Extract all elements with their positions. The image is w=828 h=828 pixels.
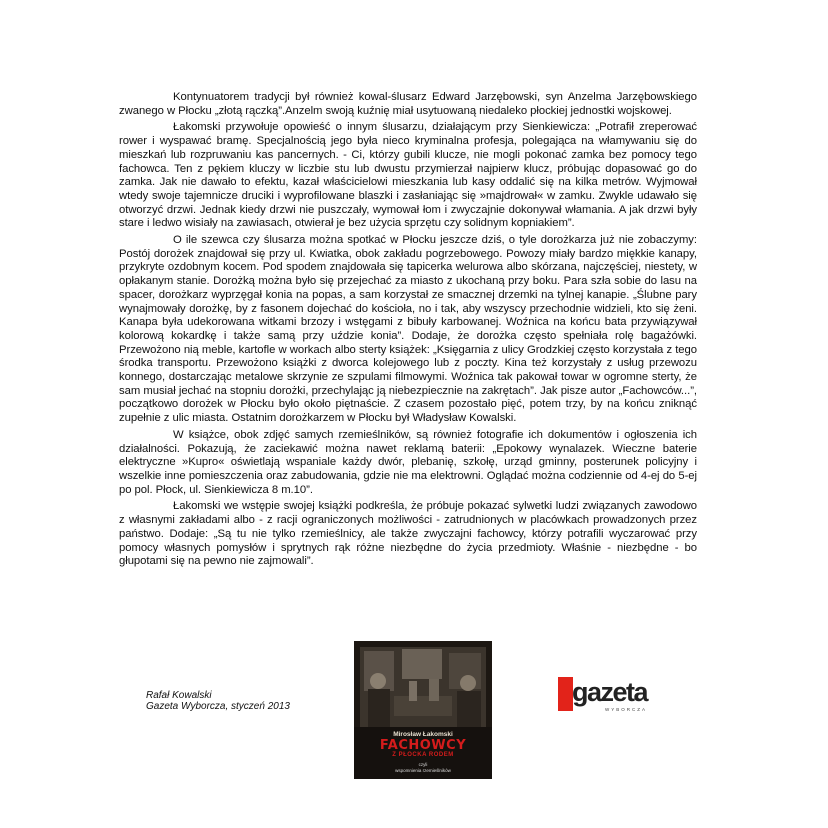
logo-wordmark: gazeta bbox=[572, 677, 648, 707]
book-title: FACHOWCY bbox=[379, 738, 467, 753]
gazeta-wyborcza-logo bbox=[558, 677, 650, 711]
book-cover-photo bbox=[354, 641, 492, 779]
paragraph-3: O ile szewca czy ślusarza można spotkać w Płocku jeszcze dziś, o tyle dorożkarza już nie zobaczymy: Postój dorożek znajdował się przy ul. Kwiatka, obok zakładu pogrzebowego. Powozy miały bardzo miękkie kanapy, przykryte ozdobnym kocem. Pod spodem znajdowała się tapicerka welurowa albo skórzana, najczęściej, niestety, w opłakanym stanie. Dorożką można było się przejechać za miasto z ukochaną przy boku. Para szła sobie do lasu na spacer, dorożkarz wyprzęgał konia na popas, a sam korzystał ze smacznej drzemki na tylnej kanapie. „Ślubne pary wynajmowały dorożkę, by z fasonem dojechać do kościoła, no i tak, aby wszyscy przechodnie widzieli, kto się żeni. Kanapa była udekorowana witkami brzozy i wstęgami z bibuły karbowanej. Woźnica na końcu bata przywiązywał kolorową kokardkę i także samą przy uździe konia”. Dodaje, że dorożka często spełniała rolę bagażówki. Przewożono nią meble, kartofle w workach albo sterty książek: „Księgarnia z ulicy Grodzkiej często korzystała z tego środka transportu. Przewożono książki z dworca kolejowego lub z poczty. Kina też korzystały z usług przewozu konnego, dostarczając metalowe skrzynie ze szpulami filmowymi. Woźnica tak pakował towar w ogromne sterty, że sam musiał jechać na stopniu dorożki, przechylając ją niebezpiecznie na zakrętach”. Jak pisze autor „Fachowców...”, początkowo dorożek w Płocku było około piętnaście. Z czasem pozostało pięć, potem trzy, by na końcu zniknąć zupełnie z ulic miasta. Ostatnim dorożkarzem w Płocku był Władysław Kowalski. bbox=[119, 234, 697, 425]
paragraph-1: Kontynuatorem tradycji był również kowal-ślusarz Edward Jarzębowski, syn Anzelma Jarzębowskiego zwanego w Płocku „złotą rączką”.Anzelm swoją kuźnię miał usytuowaną niedaleko płockiej jednostki wojskowej. bbox=[119, 91, 697, 117]
logo-subtitle: WYBORCZA bbox=[605, 707, 648, 712]
book-subtitle: Z PŁOCKA RODEM bbox=[392, 752, 454, 758]
logo-red-bar bbox=[558, 677, 573, 711]
author-signature bbox=[146, 690, 290, 712]
book-author: Mirosław Łakomski bbox=[393, 731, 453, 738]
paragraph-2: Łakomski przywołuje opowieść o innym ślusarzu, działającym przy Sienkiewicza: „Potrafił zreperować rower i wyspawać bramę. Specjalnością jego była nieco kryminalna profesja, polegająca na włamywaniu się do mieszkań lub rozpruwaniu kas pancernych. - Ci, którzy gubili klucze, nie mogli pokonać zamka bez pomocy tego fachowca. Ten z pękiem kluczy w liczbie stu lub dwustu przymierzał najpierw klucz, próbując dopasować go do zamka. Jak nie dawało to efektu, kazał właścicielowi mieszkania lub kasy oddalić się na kilka metrów. Wyjmował wtedy swoje tajemnicze druciki i wyprofilowane blaszki i zasłaniając się »majdrował« w zamku. Zwykle udawało się otworzyć drzwi. Jednak kiedy drzwi nie puszczały, wymował łom i zwyczajnie dokonywał włamania. A jak drzwi były stare i ledwo wisiały na zawiasach, otwierał je bez użycia sprzętu czy solidnym kopniakiem”. bbox=[119, 121, 697, 230]
book-cover-image bbox=[354, 641, 492, 779]
article-body bbox=[119, 91, 697, 572]
publication-source: Gazeta Wyborcza, styczeń 2013 bbox=[146, 701, 290, 712]
author-name: Rafał Kowalski bbox=[146, 690, 212, 701]
book-subtitle-line1: czyli bbox=[418, 762, 428, 767]
book-subtitle-line2: wspomnienia rzemieślników bbox=[395, 768, 451, 773]
paragraph-5: Łakomski we wstępie swojej książki podkreśla, że próbuje pokazać sylwetki ludzi związanych zawodowo z własnymi zakładami albo - z racji ograniczonych możliwości - zatrudnionych w placówkach prowadzonych przez państwo. Dodaje: „Są tu nie tylko rzemieślnicy, ale także zwyczajni fachowcy, którzy potrafili wyczarować przy pomocy własnych pomysłów i sprytnych rąk różne niezbędne do życia przedmioty. Właśnie - niezbędne - bo głupotami się na pewno nie zajmowali”. bbox=[119, 500, 697, 568]
paragraph-4: W książce, obok zdjęć samych rzemieślników, są również fotografie ich dokumentów i ogłoszenia ich działalności. Pokazują, że zaciekawić można nawet reklamą baterii: „Epokowy wynalazek. Wieczne baterie elektryczne »Kupro« oświetlają wspaniale każdy dwór, plebanię, szkołę, urząd gminny, posterunek policyjny i wszelkie inne pomieszczenia oraz zabudowania, gdzie nie ma elektrowni. Oglądać można codziennie od 4-ej do 5-ej po pol. Płock, ul. Sienkiewicza 8 m.10”. bbox=[119, 428, 697, 496]
